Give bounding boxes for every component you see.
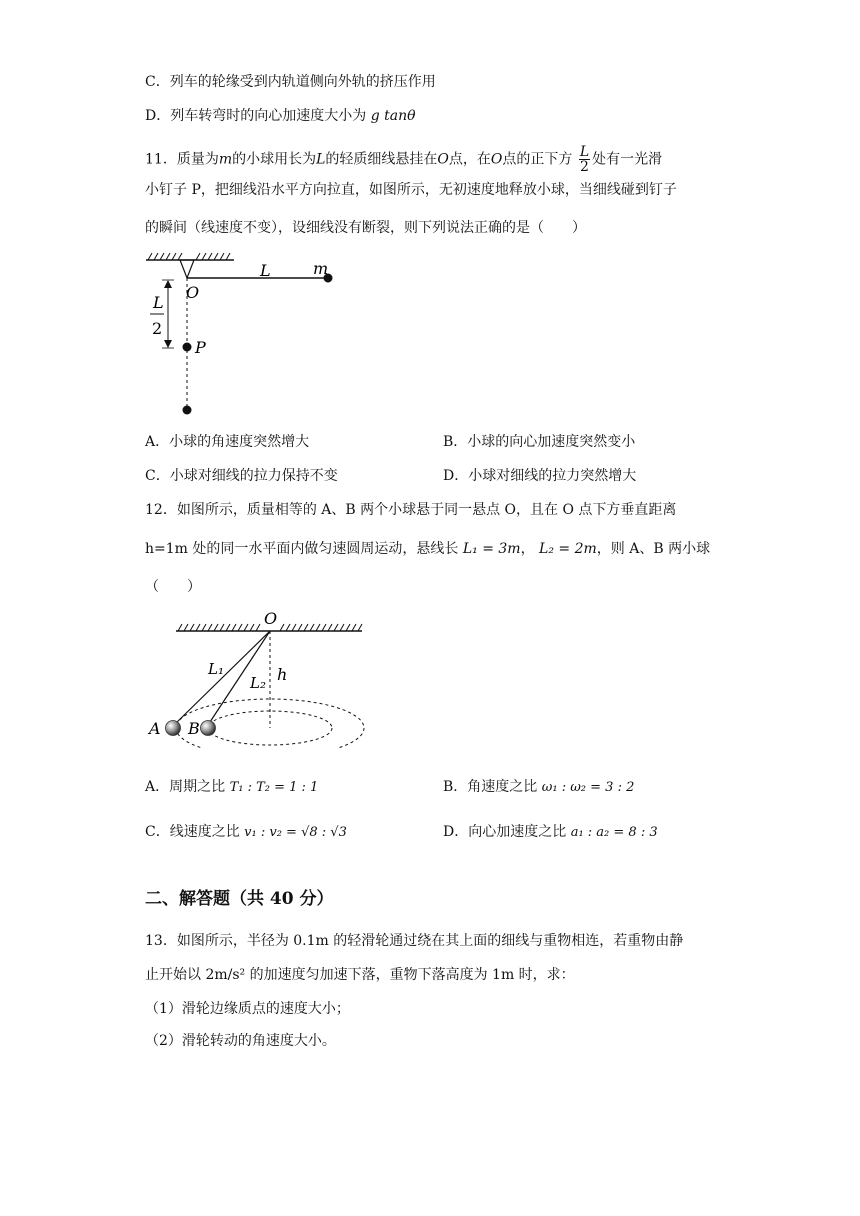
q12-option-d-text: D．向心加速度之比 xyxy=(443,824,567,840)
q10-option-d-text: D．列车转弯时的向心加速度大小为 xyxy=(145,108,367,124)
q12-option-b xyxy=(443,777,634,798)
q12-option-d-formula: a₁ : a₂ = 8 : 3 xyxy=(570,825,658,840)
q10-option-d xyxy=(145,106,416,126)
q12-option-c-formula: v₁ : v₂ = √8 : √3 xyxy=(244,825,347,840)
q11-stem-line2: 小钉子 P，把细线沿水平方向拉直，如图所示，无初速度地释放小球，当细线碰到钉子 xyxy=(145,182,677,198)
q11-fraction-num: L xyxy=(579,144,590,160)
q13-sub1: （1）滑轮边缘质点的速度大小； xyxy=(145,1001,350,1017)
q12-fig-label-L1: L₁ xyxy=(208,660,224,678)
q11-fig-label-m: m xyxy=(313,259,329,278)
q12-formula-L1: L₁ = 3m xyxy=(462,541,521,557)
q11-var-O: O xyxy=(490,151,503,168)
q11-text: 点，在 xyxy=(448,151,491,168)
q11-var-O: O xyxy=(437,151,449,168)
section-heading: 二、解答题（共 40 分） xyxy=(145,889,334,909)
q11-var-L: L xyxy=(316,151,326,168)
q12-fig-label-A: A xyxy=(149,719,161,738)
q11-fig-label-O: O xyxy=(186,283,200,302)
q12-option-b-text: B．角速度之比 xyxy=(443,779,538,795)
q12-stem-line2 xyxy=(145,539,710,559)
q11-text: 处有一光滑 xyxy=(592,151,663,168)
q12-option-c xyxy=(145,822,347,843)
q12-option-b-formula: ω₁ : ω₂ = 3 : 2 xyxy=(541,780,635,795)
q11-fig-dim-num: L xyxy=(153,293,164,312)
q11-text: 的小球用长为 xyxy=(232,151,317,168)
q10-option-d-formula: g tanθ xyxy=(370,108,416,124)
q13-stem-line1: 13．如图所示，半径为 0.1m 的轻滑轮通过绕在其上面的细线与重物相连，若重物由静 xyxy=(145,933,684,949)
q12-option-a-text: A．周期之比 xyxy=(145,779,226,795)
q11-option-b: B．小球的向心加速度突然变小 xyxy=(443,434,636,450)
q12-conical-pendulum-figure xyxy=(140,608,380,748)
q11-stem-line1 xyxy=(145,145,662,174)
q12-fig-label-O: O xyxy=(264,609,278,628)
q12-option-d xyxy=(443,822,658,843)
q11-stem-line3: 的瞬间（线速度不变），设细线没有断裂，则下列说法正确的是（ ） xyxy=(145,220,586,236)
q12-option-a-formula: T₁ : T₂ = 1 : 1 xyxy=(229,780,319,795)
q13-sub2: （2）滑轮转动的角速度大小。 xyxy=(145,1033,336,1049)
q12-option-c-text: C．线速度之比 xyxy=(145,824,240,840)
q12-option-a xyxy=(145,777,318,798)
q12-fig-label-B: B xyxy=(188,719,200,738)
q12-stem-line3: （ ） xyxy=(145,579,201,595)
q11-fraction-den: 2 xyxy=(580,159,589,175)
q11-fraction xyxy=(579,145,590,174)
q12-stem-line1: 12．如图所示，质量相等的 A、B 两个小球悬于同一悬点 O，且在 O 点下方垂直距离 xyxy=(145,502,677,518)
q12-formula-L2: L₂ = 2m xyxy=(539,541,597,557)
q11-text: 的轻质细线悬挂在 xyxy=(325,151,438,168)
q11-option-a: A．小球的角速度突然增大 xyxy=(145,434,310,450)
q11-option-d: D．小球对细线的拉力突然增大 xyxy=(443,468,637,484)
q10-option-c: C．列车的轮缘受到内轨道侧向外轨的挤压作用 xyxy=(145,74,436,90)
q13-stem-line2: 止开始以 2m/s² 的加速度匀加速下落，重物下落高度为 1m 时，求： xyxy=(145,967,575,983)
q11-pendulum-figure xyxy=(140,250,360,425)
q12-text: ， xyxy=(520,541,535,557)
q12-text: ，则 A、B 两小球 xyxy=(596,541,711,557)
q12-text: h=1m 处的同一水平面内做匀速圆周运动，悬线长 xyxy=(145,541,459,557)
q11-fig-label-P: P xyxy=(195,338,206,357)
q11-var-m: m xyxy=(218,151,233,168)
q12-fig-label-L2: L₂ xyxy=(250,674,266,692)
q11-fig-label-L: L xyxy=(260,261,271,280)
q12-fig-label-h: h xyxy=(277,665,288,684)
q11-option-c: C．小球对细线的拉力保持不变 xyxy=(145,468,338,484)
q11-fig-dim-den: 2 xyxy=(152,319,163,338)
q11-text: 点的正下方 xyxy=(502,151,573,168)
q11-text: 11．质量为 xyxy=(145,151,219,168)
